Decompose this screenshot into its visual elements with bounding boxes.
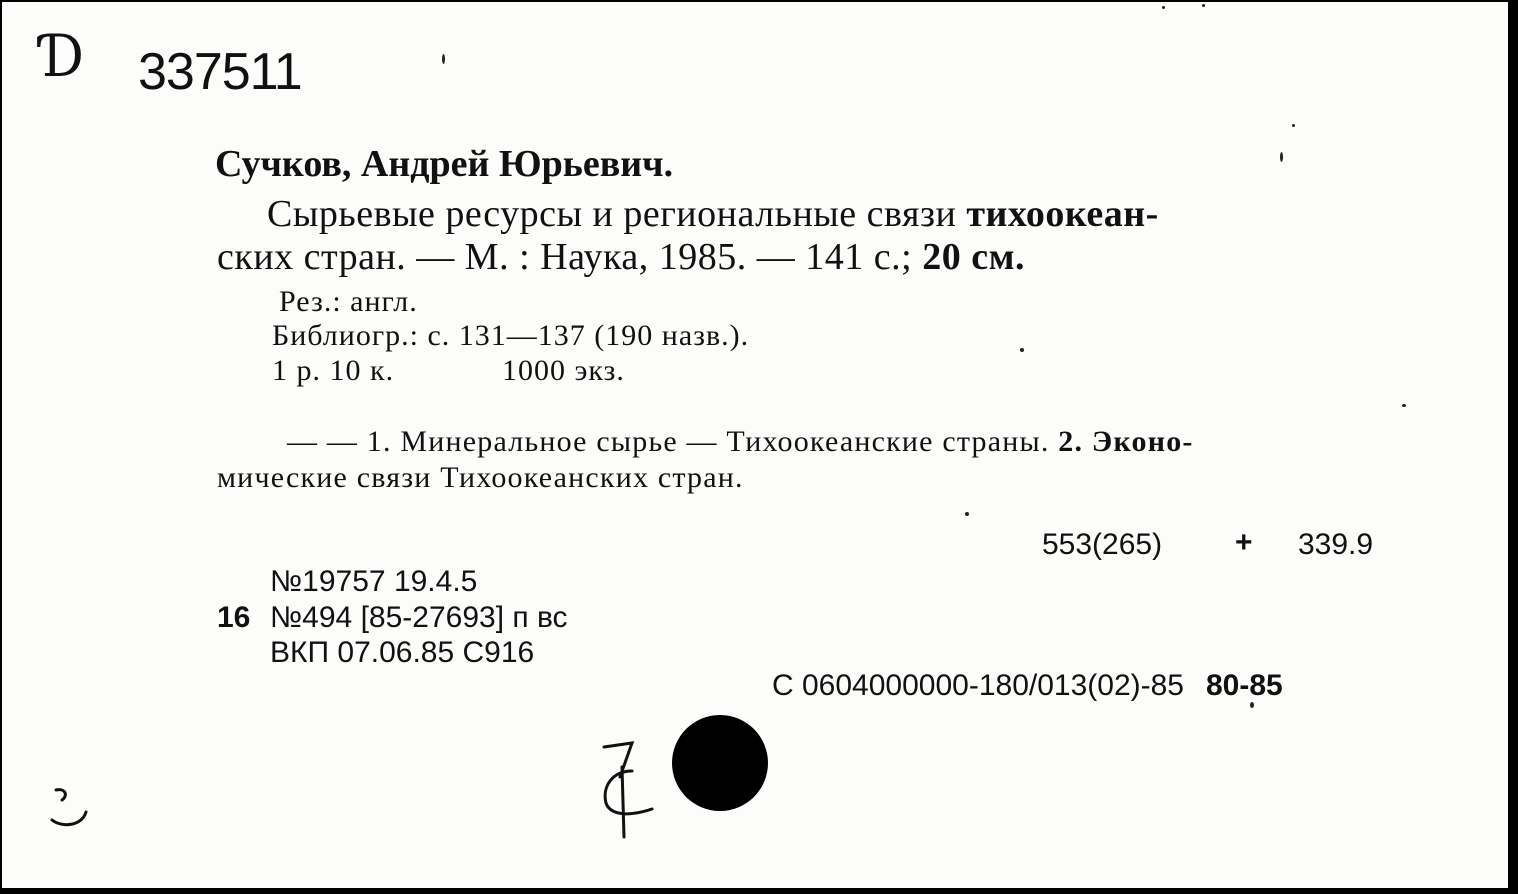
author-heading: Сучков, Андрей Юрьевич. bbox=[215, 143, 674, 185]
catalog-code-bold: 80-85 bbox=[1206, 669, 1283, 702]
corner-scribble-icon bbox=[42, 782, 102, 832]
title-line-2 bbox=[217, 235, 1025, 279]
catalog-card bbox=[2, 2, 1514, 892]
subjects-line-1 bbox=[287, 425, 1194, 459]
scan-speck bbox=[442, 54, 445, 64]
note-bibliography: Библиогр.: с. 131—137 (190 назв.). bbox=[272, 319, 750, 352]
scan-speck bbox=[1202, 4, 1205, 7]
subjects-line-1-bold: 2. Эконо- bbox=[1058, 425, 1194, 458]
title-line-1-text: Сырьевые ресурсы и региональные связи bbox=[267, 193, 967, 235]
card-number: 337511 bbox=[138, 43, 302, 101]
title-line-1 bbox=[267, 192, 1159, 236]
record-line-1: №19757 19.4.5 bbox=[270, 565, 478, 598]
catalog-code-text: С 0604000000-180/013(02)-85 bbox=[772, 669, 1184, 702]
copies: 1000 экз. bbox=[502, 354, 625, 387]
scan-speck bbox=[1020, 348, 1024, 352]
scan-speck bbox=[1250, 702, 1254, 708]
note-resume: Рез.: англ. bbox=[279, 285, 418, 318]
subjects-line-2: мические связи Тихоокеанских стран. bbox=[217, 461, 744, 494]
record-line-2: №494 [85-27693] п вс bbox=[270, 601, 568, 634]
title-line-2-bold: 20 см. bbox=[922, 236, 1025, 278]
price: 1 р. 10 к. bbox=[272, 354, 395, 387]
scan-speck bbox=[1162, 6, 1165, 9]
classification-code-a: 553(265) bbox=[1042, 528, 1163, 561]
subjects-line-1-text: — — 1. Минеральное сырье — Тихоокеанские страны. bbox=[287, 425, 1059, 458]
scan-speck bbox=[1292, 124, 1295, 127]
scan-speck bbox=[1402, 404, 1406, 407]
classification-plus: + bbox=[1235, 526, 1253, 559]
punch-hole bbox=[672, 715, 768, 811]
classification-code-b: 339.9 bbox=[1298, 528, 1374, 561]
record-prefix: 16 bbox=[217, 601, 251, 634]
title-line-2-text: ских стран. — М. : Наука, 1985. — 141 с.; bbox=[217, 236, 923, 278]
handwritten-d-mark: Ɗ bbox=[42, 22, 84, 90]
scan-speck bbox=[965, 512, 969, 516]
scan-speck bbox=[1280, 152, 1283, 162]
title-line-1-bold: тихоокеан- bbox=[966, 193, 1159, 235]
record-line-3: ВКП 07.06.85 С916 bbox=[270, 636, 535, 669]
catalog-code bbox=[772, 669, 1283, 703]
handwritten-mark-icon bbox=[592, 737, 672, 847]
